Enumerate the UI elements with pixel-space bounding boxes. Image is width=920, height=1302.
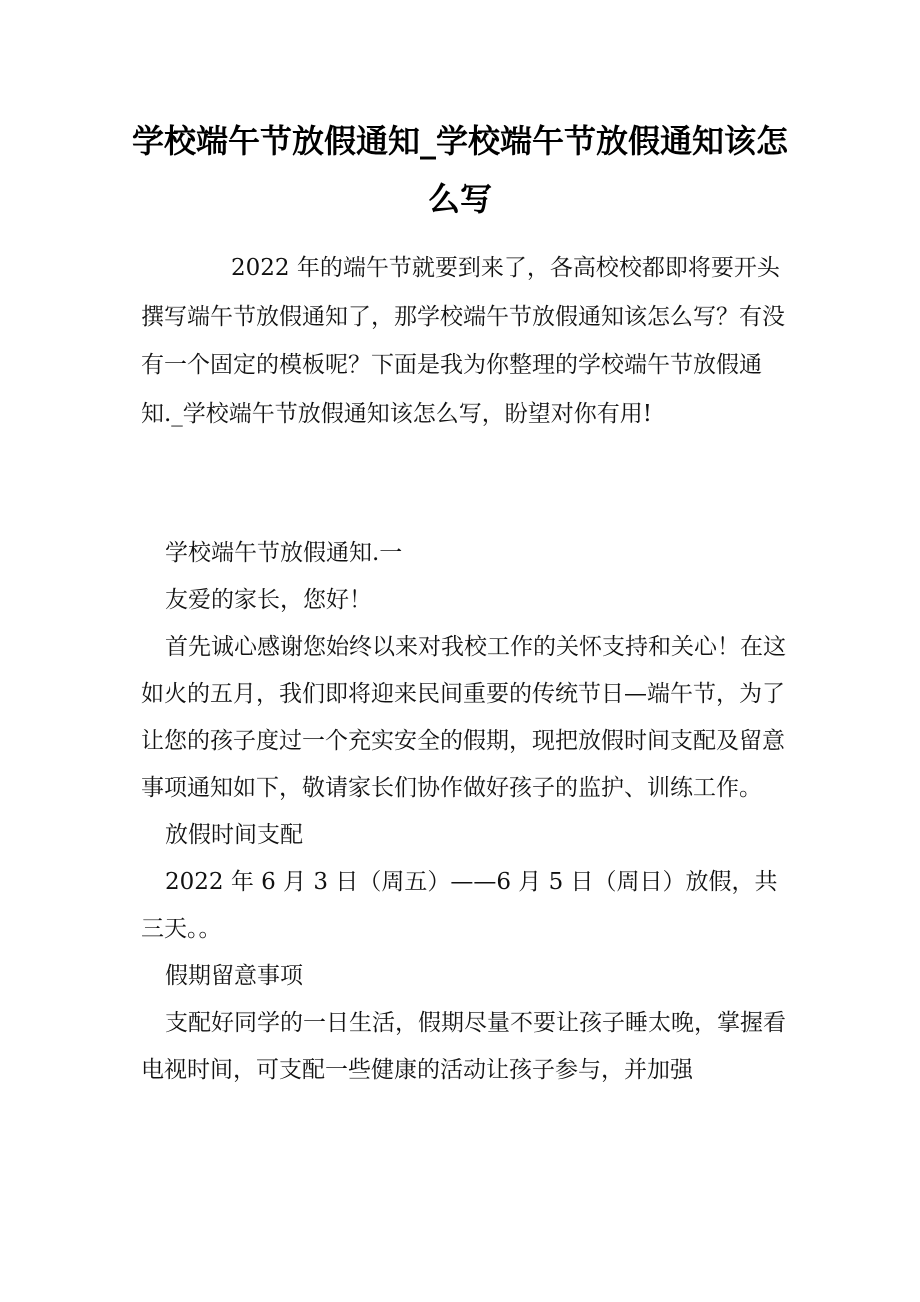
section-heading: 学校端午节放假通知.一 <box>165 540 403 566</box>
intro-block <box>141 244 791 438</box>
intro-paragraph: 2022 年的端午节就要到来了，各高校校都即将要开头撰写端午节放假通知了，那学校端午节放假通知该怎么写？有没有一个固定的模板呢？下面是我为你整理的学校端午节放假通知._学校端午节放假通知该怎么写，盼望对你有用! <box>141 255 785 427</box>
document-title: 学校端午节放假通知_学校端午节放假通知该怎么写 <box>131 122 788 218</box>
holiday-time-text: 2022 年 6 月 3 日（周五）——6 月 5 日（周日）放假，共三天。。 <box>141 869 778 942</box>
main-paragraph: 首先诚心感谢您始终以来对我校工作的关怀支持和关心！在这如火的五月，我们即将迎来民间重要的传统节日—端午节，为了让您的孩子度过一个充实安全的假期，现把放假时间支配及留意事项通知如下，敬请家长们协作做好孩子的监护、训练工作。 <box>141 634 786 801</box>
notice-block <box>141 530 791 1094</box>
greeting: 友爱的家长，您好！ <box>165 587 372 613</box>
notes-heading: 假期留意事项 <box>165 963 303 989</box>
notes-text: 支配好同学的一日生活，假期尽量不要让孩子睡太晚，掌握看电视时间，可支配一些健康的活动让孩子参与，并加强 <box>141 1010 786 1083</box>
holiday-time-heading: 放假时间支配 <box>165 822 303 848</box>
